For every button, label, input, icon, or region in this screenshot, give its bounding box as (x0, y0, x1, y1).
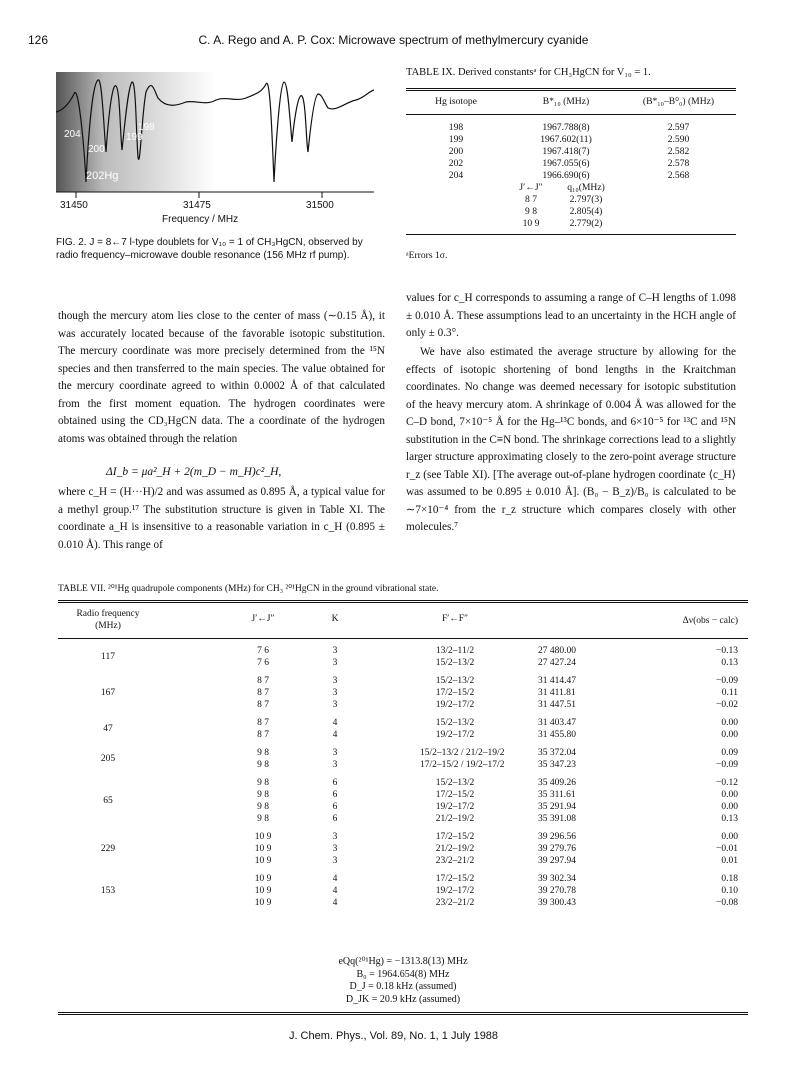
t9-cell: 198 (448, 122, 464, 133)
table-cell: 15/2–13/2 (435, 658, 475, 668)
table-cell: 6 (332, 802, 338, 812)
t9-cell: 1967.788(8) (542, 122, 590, 133)
t9-cell: 1967.602(11) (540, 134, 592, 145)
table-cell: 8 7 (257, 700, 269, 710)
constant-djk: D_JK = 20.9 kHz (assumed) (345, 993, 461, 1005)
table-cell: 35 291.94 (538, 802, 576, 812)
t9-subheader-q: q₁₀(MHz) (567, 182, 605, 193)
t7-header-f: F′←F″ (441, 614, 469, 624)
table-cell: −0.09 (716, 760, 738, 770)
right-paragraph-2: We have also estimated the average structure by allowing for the effects of isotopic shortening of bond lengths in the Kraitchman coordinates. No change was deemed necessary for isotopic substitution of the heavy mercury atom. A shrinkage of 0.004 Å was allowed for the C–D bond, 7×10⁻⁵ Å for the Hg–¹³C bonds, and 6×10⁻⁵ for ¹³C and ¹⁵N substitution in the C≡N bond. The shrinkage corrections lead to a slightly larger structure approximating closely to the zero-point average structure r_z (see Table XI). [The average out-of-plane hydrogen coordinate ⟨c_H⟩ was assumed to be 0.895 ± 0.010 Å]. (B₀ − B_z)/B₀ is calculated to be ∼7×10⁻⁴ from the r_z structure which compares closely with other molecules.⁷ (406, 346, 736, 533)
table-cell: 23/2–21/2 (435, 856, 475, 866)
t9-cell: 202 (448, 158, 464, 169)
table-cell: 39 270.78 (538, 886, 576, 896)
table-cell: 35 372.04 (538, 748, 576, 758)
table-cell: 23/2–21/2 (435, 898, 475, 908)
table-cell: 17/2–15/2 (435, 790, 475, 800)
table-cell: 10 9 (254, 898, 272, 908)
rf-value: 47 (103, 724, 113, 734)
table-cell: −0.08 (716, 898, 738, 908)
table-cell: 6 (332, 814, 338, 824)
rf-value: 153 (100, 886, 116, 896)
t9-q-cell: 2.779(2) (569, 218, 603, 229)
table-cell: 21/2–19/2 (435, 844, 475, 854)
table-cell: 0.00 (721, 718, 738, 728)
rf-value: 229 (100, 844, 116, 854)
table-cell: 7 6 (257, 646, 269, 656)
rf-value: 205 (100, 754, 116, 764)
table-cell: 27 427.24 (538, 658, 576, 668)
table-cell: 4 (332, 718, 338, 728)
table-cell: 39 296.56 (538, 832, 576, 842)
table-cell: 0.13 (721, 814, 738, 824)
rf-value: 65 (103, 796, 113, 806)
table-cell: 4 (332, 730, 338, 740)
table-cell: 39 297.94 (538, 856, 576, 866)
table-cell: 0.13 (721, 658, 738, 668)
table-cell: 15/2–13/2 (435, 676, 475, 686)
t9-cell: 204 (448, 170, 464, 181)
table7-caption: TABLE VII. ²⁰¹Hg quadrupole components (MHz) for CH₃ ²⁰¹HgCN in the ground vibrational state. (58, 584, 439, 594)
x-tick-label: 31475 (183, 200, 211, 211)
table-cell: 0.09 (721, 748, 738, 758)
table-cell: −0.09 (716, 676, 738, 686)
t9-cell: 2.578 (667, 158, 690, 169)
t7-header-j: J′←J″ (251, 614, 275, 624)
table-cell: 9 8 (257, 814, 269, 824)
journal-footer: J. Chem. Phys., Vol. 89, No. 1, 1 July 1988 (288, 1030, 499, 1042)
rf-value: 167 (100, 688, 116, 698)
table-cell: 31 447.51 (538, 700, 576, 710)
peak-label-202Hg: 202Hg (86, 170, 119, 182)
t9-cell: 1966.690(6) (542, 170, 590, 181)
table-cell: 19/2–17/2 (435, 730, 475, 740)
equation: ΔI_b = μa²_H + 2(m_D − m_H)c²_H, (106, 466, 282, 478)
t9-q-cell: 10 9 (522, 218, 540, 229)
t9-header-b10: B*₁₀ (MHz) (542, 96, 590, 107)
table-cell: 9 8 (257, 790, 269, 800)
table-cell: −0.02 (716, 700, 738, 710)
figure-spectrum (56, 72, 374, 242)
table-cell: 4 (332, 898, 338, 908)
table-cell: 39 302.34 (538, 874, 576, 884)
t9-cell: 199 (448, 134, 464, 145)
t9-footnote: ᵃErrors 1σ. (406, 250, 448, 261)
table-cell: 10 9 (254, 856, 272, 866)
left-paragraph-1: though the mercury atom lies close to the center of mass (∼0.15 Å), it was accurately located because of the favorable isotopic substitution. The mercury coordinate was more precisely determined from the ¹⁵N species and then transferred to the main species. The value obtained for the mercury coordinate agreed to within 0.0002 Å of that calculated from the first moment equation. The hydrogen coordinates were obtained using the CD₃HgCN data. The a coordinate of the hydrogen atoms was obtained through the relation (58, 310, 385, 445)
table-cell: 10 9 (254, 874, 272, 884)
table-cell: 19/2–17/2 (435, 802, 475, 812)
constant-b0: B₀ = 1964.654(8) MHz (356, 968, 450, 980)
rf-value: 117 (101, 652, 115, 662)
table-cell: 39 279.76 (538, 844, 576, 854)
table-cell: 3 (332, 760, 338, 770)
table-cell: 4 (332, 886, 338, 896)
x-axis-label: Frequency / MHz (162, 214, 239, 225)
table-cell: 3 (332, 646, 338, 656)
constant-dj: D_J = 0.18 kHz (assumed) (349, 981, 457, 992)
t9-cell: 1967.055(6) (542, 158, 590, 169)
t9-cell: 2.582 (667, 146, 690, 157)
table-cell: 10 9 (254, 844, 272, 854)
left-paragraph-2: where c_H = (H···H)/2 and was assumed as 0.895 Å, a typical value for a methyl group.¹⁷ The substitution structure is given in Table XI. The coordinate a_H is insensitive to a reasonable variation in c_H (0.895 ± 0.010 Å). This range of (58, 486, 385, 551)
table-cell: 10 9 (254, 886, 272, 896)
table-cell: 3 (332, 700, 338, 710)
table-cell: 9 8 (257, 802, 269, 812)
table-cell: 0.00 (721, 832, 738, 842)
t7-header-k: K (331, 614, 339, 624)
table-cell: 0.00 (721, 790, 738, 800)
table-cell: 3 (332, 748, 338, 758)
x-tick-label: 31500 (306, 200, 334, 211)
table-cell: 17/2–15/2 (435, 832, 475, 842)
table-cell: 31 403.47 (538, 718, 576, 728)
right-paragraph-1: values for c_H corresponds to assuming a range of C–H lengths of 1.098 ± 0.010 Å. These assumptions lead to an uncertainty in the HCH angle of only ± 0.3°. (406, 292, 736, 339)
table-cell: 3 (332, 832, 338, 842)
table-cell: 3 (332, 856, 338, 866)
table-cell: 19/2–17/2 (435, 700, 475, 710)
table-cell: 15/2–13/2 (435, 718, 475, 728)
table-cell: 17/2–15/2 / 19/2–17/2 (420, 760, 505, 770)
t7-header-dnu: Δν(obs − calc) (682, 616, 738, 626)
table-cell: 0.00 (721, 802, 738, 812)
table-cell: 6 (332, 790, 338, 800)
peak-label-198: 198 (138, 122, 155, 133)
t9-cell: 2.568 (667, 170, 690, 181)
t9-cell: 1967.418(7) (542, 146, 590, 157)
t9-header-diff: (B*₁₀–B⁰₀) (MHz) (642, 96, 715, 107)
table-cell: 3 (332, 676, 338, 686)
t9-q-cell: 2.805(4) (569, 206, 603, 217)
table9-caption: TABLE IX. Derived constantsᵃ for CH₃HgCN for V₁₀ = 1. (406, 67, 651, 78)
table-cell: 8 7 (257, 730, 269, 740)
table-cell: 9 8 (257, 748, 269, 758)
table-cell: 3 (332, 688, 338, 698)
constant-eqq: eQq(²⁰¹Hg) = −1313.8(13) MHz (338, 956, 468, 967)
t9-header-isotope: Hg isotope (435, 96, 477, 107)
table-cell: 19/2–17/2 (435, 886, 475, 896)
table-cell: 31 411.81 (538, 688, 576, 698)
table-cell: 15/2–13/2 / 21/2–19/2 (420, 748, 505, 758)
peak-label-199: 199 (126, 132, 143, 143)
table-cell: 35 347.23 (538, 760, 576, 770)
table-cell: 3 (332, 658, 338, 668)
x-tick-label: 31450 (60, 200, 88, 211)
table-cell: 6 (332, 778, 338, 788)
table-cell: −0.13 (716, 646, 738, 656)
table-cell: 9 8 (257, 778, 269, 788)
table-cell: 0.11 (721, 688, 738, 698)
table-cell: 10 9 (254, 832, 272, 842)
table-cell: 3 (332, 844, 338, 854)
table-cell: 7 6 (257, 658, 269, 668)
table-cell: 8 7 (257, 688, 269, 698)
table-cell: 17/2–15/2 (435, 874, 475, 884)
table-cell: 31 414.47 (538, 676, 576, 686)
table-cell: 35 311.61 (538, 790, 576, 800)
t9-q-cell: 9 8 (525, 206, 537, 217)
peak-label-204: 204 (64, 129, 81, 140)
t9-subheader-j: J′←J″ (519, 182, 543, 193)
page-number: 126 (28, 33, 49, 47)
table-cell: 0.01 (721, 856, 738, 866)
table-cell: −0.01 (716, 844, 738, 854)
t7-constants (58, 956, 748, 1006)
t9-q-cell: 8 7 (525, 194, 537, 205)
table-cell: 4 (332, 874, 338, 884)
table-cell: 13/2–11/2 (435, 646, 475, 656)
t9-cell: 2.597 (667, 122, 690, 133)
table-cell: 27 480.00 (538, 646, 576, 656)
table-cell: 9 8 (257, 760, 269, 770)
table-cell: 0.18 (721, 874, 738, 884)
table-cell: 31 455.80 (538, 730, 576, 740)
t9-q-cell: 2.797(3) (569, 194, 603, 205)
table-cell: −0.12 (716, 778, 738, 788)
t9-cell: 2.590 (667, 134, 690, 145)
t9-cell: 200 (448, 146, 464, 157)
figure-caption: FIG. 2. J = 8←7 l-type doublets for V₁₀ = 1 of CH₃HgCN, observed by radio frequency–microwave double resonance (156 MHz rf pump). (56, 237, 363, 261)
table-cell: 39 300.43 (538, 898, 576, 908)
table-cell: 35 409.26 (538, 778, 576, 788)
table-cell: 8 7 (257, 676, 269, 686)
table-cell: 21/2–19/2 (435, 814, 475, 824)
table-cell: 8 7 (257, 718, 269, 728)
running-title: C. A. Rego and A. P. Cox: Microwave spectrum of methylmercury cyanide (198, 33, 589, 47)
table-cell: 0.10 (721, 886, 738, 896)
table-cell: 35 391.08 (538, 814, 576, 824)
t7-header-rf: Radio frequency (MHz) (76, 609, 140, 631)
table-cell: 0.00 (721, 730, 738, 740)
peak-label-200: 200 (88, 144, 105, 155)
table-cell: 15/2–13/2 (435, 778, 475, 788)
table-cell: 17/2–15/2 (435, 688, 475, 698)
